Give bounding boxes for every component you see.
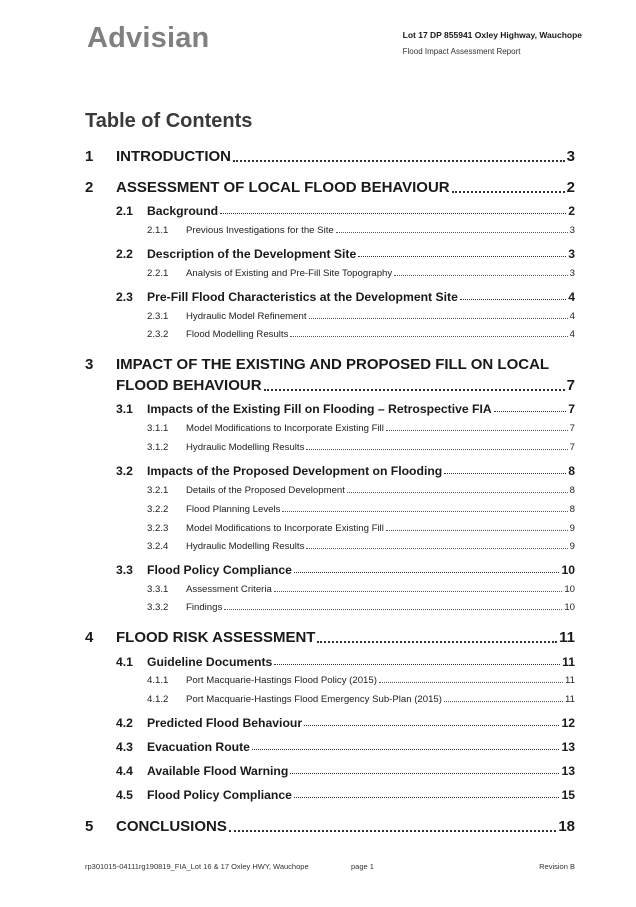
toc-number: 3.2.1: [147, 485, 169, 496]
toc-number: 4.2: [116, 716, 133, 730]
dot-leader: [306, 548, 567, 549]
toc-number: 3.1: [116, 402, 133, 416]
toc-label: FLOOD BEHAVIOUR: [116, 377, 262, 394]
toc-number: 2.3.1: [147, 311, 169, 322]
header-info: [403, 30, 582, 56]
toc-page-number: 18: [558, 818, 575, 835]
toc-entry-4[interactable]: [0, 626, 636, 646]
toc-entry-1[interactable]: [0, 145, 636, 165]
toc-page-number: 13: [561, 740, 575, 754]
dot-leader: [304, 725, 559, 726]
toc-number: 2.1: [116, 204, 133, 218]
toc-entry-4-4[interactable]: [0, 762, 636, 778]
toc-page-number: 12: [561, 716, 575, 730]
toc-number: 3.3: [116, 563, 133, 577]
toc-page-number: 8: [569, 504, 575, 515]
toc-label: Analysis of Existing and Pre-Fill Site Topography: [186, 268, 393, 279]
toc-number: 3.1.2: [147, 442, 169, 453]
toc-title: Table of Contents: [85, 110, 253, 132]
toc-label: Port Macquarie-Hastings Flood Emergency Sub-Plan (2015): [186, 694, 442, 705]
toc-label-line1: IMPACT OF THE EXISTING AND PROPOSED FILL ON LOCAL: [116, 356, 550, 373]
project-title: Lot 17 DP 855941 Oxley Highway, Wauchope: [402, 30, 582, 40]
dot-leader: [233, 160, 565, 162]
toc-page-number: 11: [565, 675, 575, 686]
dot-leader: [317, 641, 557, 643]
dot-leader: [309, 318, 568, 319]
toc-label: Pre-Fill Flood Characteristics at the Development Site: [147, 290, 458, 304]
dot-leader: [386, 430, 568, 431]
dot-leader: [460, 299, 566, 300]
toc-label: Impacts of the Proposed Development on Flooding: [147, 464, 443, 478]
toc-label: Background: [147, 204, 219, 218]
toc-number: 2.1.1: [147, 225, 169, 236]
dot-leader: [224, 609, 562, 610]
toc-number: 3: [85, 356, 94, 373]
dot-leader: [347, 492, 568, 493]
footer-revision: Revision B: [539, 862, 575, 871]
dot-leader: [452, 191, 565, 193]
toc-number: 3.2: [116, 464, 133, 478]
toc-entry-2-2-1[interactable]: [0, 266, 636, 279]
toc-entry-2-1[interactable]: [0, 202, 636, 218]
toc-label: CONCLUSIONS: [116, 818, 227, 835]
toc-entry-4-1[interactable]: [0, 653, 636, 669]
toc-number: 4.1.1: [147, 675, 169, 686]
toc-number: 4.1: [116, 655, 133, 669]
toc-label: Evacuation Route: [147, 740, 250, 754]
toc-page-number: 8: [568, 464, 575, 478]
toc-number: 4.4: [116, 764, 133, 778]
dot-leader: [294, 797, 560, 798]
toc-number: 3.2.4: [147, 541, 169, 552]
dot-leader: [290, 336, 567, 337]
toc-number: 3.3.2: [147, 602, 169, 613]
dot-leader: [358, 256, 566, 257]
toc-page-number: 3: [569, 225, 575, 236]
toc-page-number: 9: [569, 523, 575, 534]
toc-entry-3-2-2[interactable]: [0, 502, 636, 515]
toc-entry-5[interactable]: [0, 815, 636, 835]
dot-leader: [274, 664, 560, 665]
dot-leader: [252, 749, 560, 750]
toc-label: Impacts of the Existing Fill on Flooding – Retrospective FIA: [147, 402, 492, 416]
toc-entry-4-1-1[interactable]: [0, 673, 636, 686]
toc-label: Assessment Criteria: [186, 584, 272, 595]
toc-page-number: 2: [568, 204, 575, 218]
dot-leader: [306, 449, 567, 450]
toc-label: Previous Investigations for the Site: [186, 225, 334, 236]
toc-entry-3-2[interactable]: [0, 462, 636, 478]
toc-page-number: 9: [569, 541, 575, 552]
toc-page-number: 3: [566, 148, 575, 165]
toc-entry-2-3[interactable]: [0, 288, 636, 304]
toc-label: Guideline Documents: [147, 655, 273, 669]
toc-page-number: 2: [566, 179, 575, 196]
toc-number: 2.2: [116, 247, 133, 261]
toc-page-number: 4: [569, 329, 575, 340]
toc-page-number: 7: [569, 423, 575, 434]
toc-entry-3[interactable]: [0, 356, 636, 394]
dot-leader: [379, 682, 563, 683]
toc-page-number: 10: [561, 563, 575, 577]
footer-doc-ref: rp301015-04111rg190819_FIA_Lot 16 & 17 Oxley HWY, Wauchope: [85, 862, 309, 871]
toc-number: 2.2.1: [147, 268, 169, 279]
toc-page-number: 13: [561, 764, 575, 778]
toc-page-number: 10: [564, 602, 575, 613]
toc-entry-4-3[interactable]: [0, 738, 636, 754]
toc-label: Flood Modelling Results: [186, 329, 289, 340]
toc-entry-4-5[interactable]: [0, 786, 636, 802]
toc-number: 4.3: [116, 740, 133, 754]
toc-number: 1: [85, 148, 94, 165]
toc-number: 3.3.1: [147, 584, 169, 595]
toc-label: Hydraulic Modelling Results: [186, 442, 305, 453]
toc-entry-3-3[interactable]: [0, 561, 636, 577]
toc-number: 2: [85, 179, 94, 196]
toc-page-number: 11: [559, 629, 575, 646]
dot-leader: [220, 213, 566, 214]
toc-number: 5: [85, 818, 94, 835]
toc-number: 3.2.3: [147, 523, 169, 534]
toc-entry-2-1-1[interactable]: [0, 223, 636, 236]
toc-label: Port Macquarie-Hastings Flood Policy (2015): [186, 675, 377, 686]
toc-entry-3-3-2[interactable]: [0, 600, 636, 613]
toc-label: Flood Policy Compliance: [147, 563, 292, 577]
toc-page-number: 11: [565, 694, 575, 705]
toc-page-number: 4: [569, 311, 575, 322]
toc-number: 4.5: [116, 788, 133, 802]
toc-entry-4-2[interactable]: [0, 714, 636, 730]
report-title: Flood Impact Assessment Report: [402, 47, 521, 56]
dot-leader: [444, 473, 566, 474]
dot-leader: [294, 572, 560, 573]
toc-page-number: 3: [569, 268, 575, 279]
toc-page-number: 15: [561, 788, 575, 802]
toc-number: 3.1.1: [147, 423, 169, 434]
dot-leader: [274, 591, 562, 592]
toc-entry-3-2-4[interactable]: [0, 539, 636, 552]
toc-entry-2[interactable]: [0, 176, 636, 196]
dot-leader: [229, 830, 556, 832]
toc-entry-3-1[interactable]: [0, 400, 636, 416]
footer-page-number: page 1: [351, 862, 374, 871]
toc-page-number: 11: [562, 655, 575, 669]
toc-number: 2.3: [116, 290, 133, 304]
toc-label: Findings: [186, 602, 223, 613]
dot-leader: [282, 511, 567, 512]
toc-entry-3-2-1[interactable]: [0, 483, 636, 496]
toc-label: Available Flood Warning: [147, 764, 289, 778]
toc-label: Hydraulic Modelling Results: [186, 541, 305, 552]
toc-number: 3.2.2: [147, 504, 169, 515]
toc-entry-2-2[interactable]: [0, 245, 636, 261]
toc-label: Model Modifications to Incorporate Existing Fill: [186, 423, 384, 434]
toc-page-number: 7: [566, 377, 575, 394]
toc-page-number: 3: [568, 247, 575, 261]
dot-leader: [290, 773, 559, 774]
toc-page-number: 4: [568, 290, 575, 304]
toc-label: Description of the Development Site: [147, 247, 357, 261]
toc-page-number: 10: [564, 584, 575, 595]
toc-label: Predicted Flood Behaviour: [147, 716, 303, 730]
toc-page-number: 8: [569, 485, 575, 496]
toc-entry-3-1-2[interactable]: [0, 440, 636, 453]
toc-number: 4.1.2: [147, 694, 169, 705]
toc-page-number: 7: [569, 442, 575, 453]
advisian-logo: Advisian: [87, 22, 210, 54]
toc-label: INTRODUCTION: [116, 148, 231, 165]
toc-label: FLOOD RISK ASSESSMENT: [116, 629, 316, 646]
dot-leader: [444, 701, 563, 702]
toc-label: Model Modifications to Incorporate Existing Fill: [186, 523, 384, 534]
toc-entry-2-3-1[interactable]: [0, 309, 636, 322]
toc-label: Details of the Proposed Development: [186, 485, 345, 496]
toc-entry-2-3-2[interactable]: [0, 327, 636, 340]
dot-leader: [264, 389, 565, 391]
dot-leader: [336, 232, 568, 233]
toc-label: ASSESSMENT OF LOCAL FLOOD BEHAVIOUR: [116, 179, 450, 196]
dot-leader: [394, 275, 567, 276]
toc-label: Flood Planning Levels: [186, 504, 281, 515]
dot-leader: [494, 411, 567, 412]
toc-label: Hydraulic Model Refinement: [186, 311, 307, 322]
toc-entry-3-1-1[interactable]: [0, 421, 636, 434]
dot-leader: [386, 530, 568, 531]
toc-entry-3-3-1[interactable]: [0, 582, 636, 595]
toc-label: Flood Policy Compliance: [147, 788, 292, 802]
toc-number: 4: [85, 629, 94, 646]
toc-number: 2.3.2: [147, 329, 169, 340]
toc-page-number: 7: [568, 402, 575, 416]
toc-entry-4-1-2[interactable]: [0, 692, 636, 705]
toc-entry-3-2-3[interactable]: [0, 521, 636, 534]
